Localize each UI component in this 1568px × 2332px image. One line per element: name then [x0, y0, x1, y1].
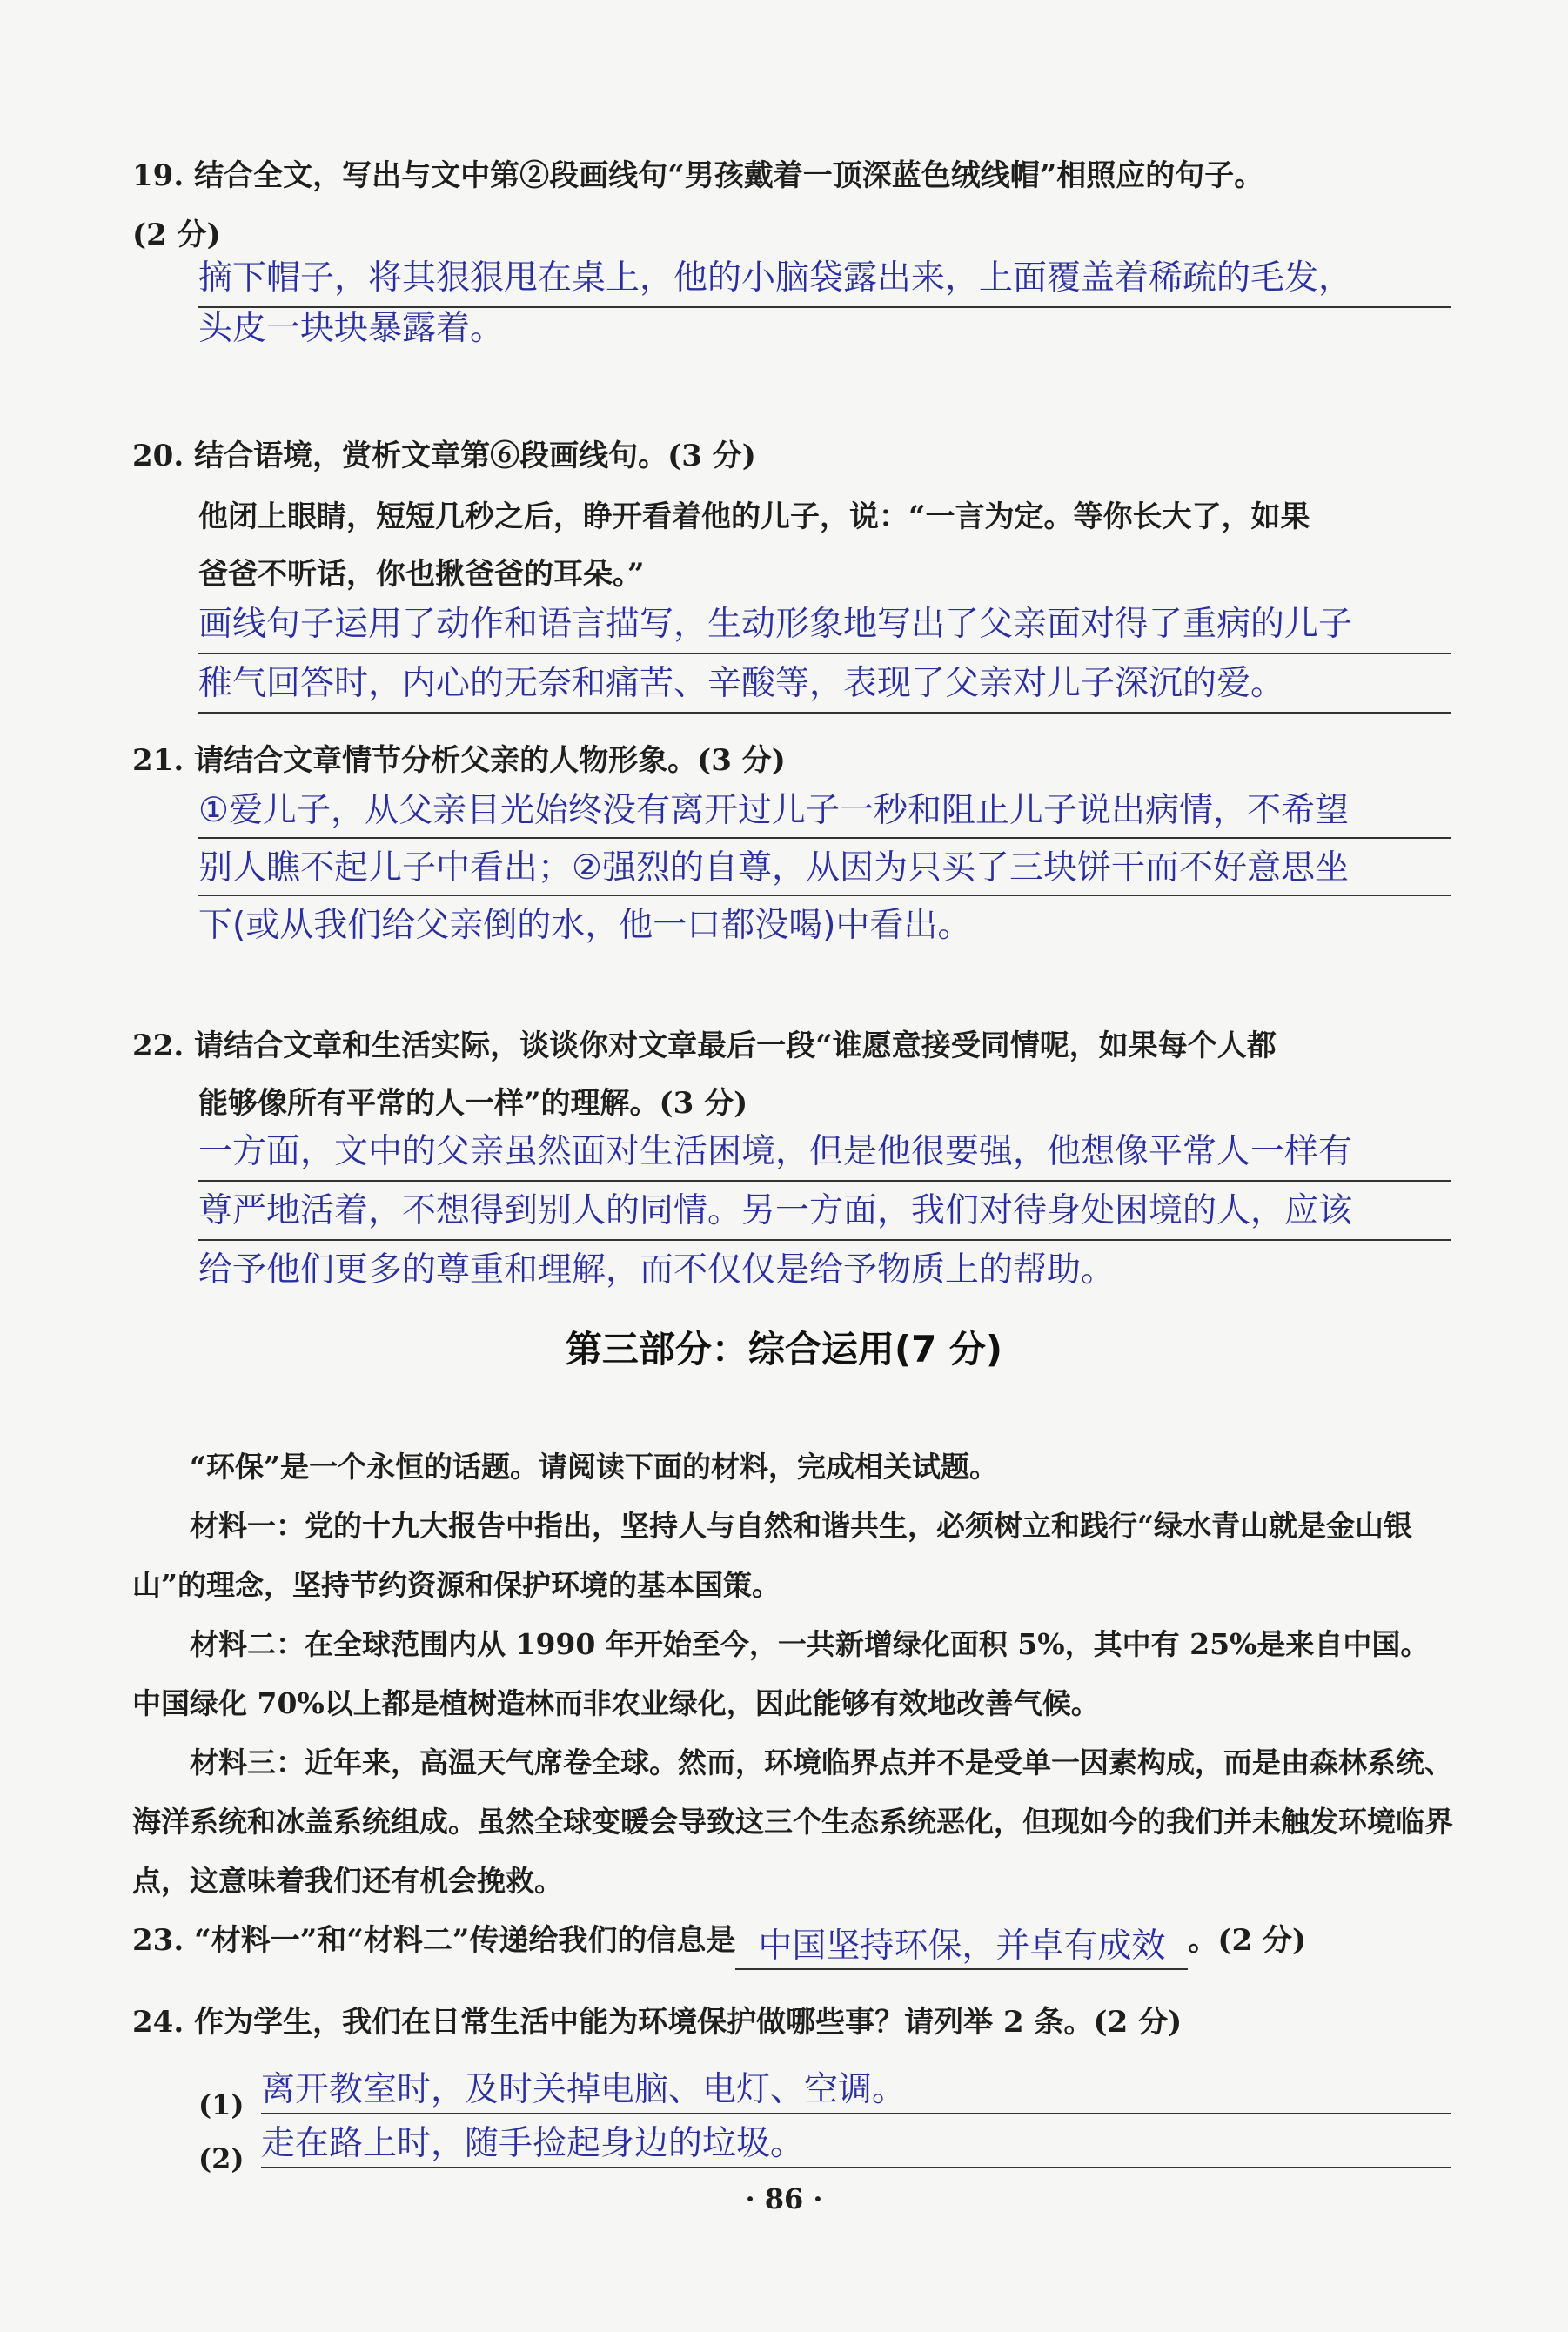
question-score: (2 分)	[132, 218, 221, 252]
section-title: 第三部分：综合运用(7 分)	[565, 1328, 1003, 1370]
question-23	[132, 1911, 1455, 1970]
answer-21-line-1: ①爱儿子，从父亲目光始终没有离开过儿子一秒和阻止儿子说出病情，不希望	[198, 791, 1349, 830]
answer-19-line-1: 摘下帽子，将其狠狠甩在桌上，他的小脑袋露出来，上面覆盖着稀疏的毛发，	[198, 258, 1353, 298]
question-number: 22.	[132, 1029, 184, 1063]
answer-line	[261, 2167, 1451, 2168]
item-label: (1)	[198, 2088, 245, 2121]
question-prompt: 结合全文，写出与文中第②段画线句“男孩戴着一顶深蓝色绒线帽”相照应的句子。	[194, 158, 1264, 193]
page-number: · 86 ·	[745, 2182, 823, 2215]
material-3: 材料三：近年来，高温天气席卷全球。然而，环境临界点并不是受单一因素构成，而是由森林系统、海洋系统和冰盖系统组成。虽然全球变暖会导致这三个生态系统恶化，但现如今的我们并未触发环境临界点，这意味着我们还有机会挽救。	[132, 1746, 1453, 1898]
answer-21-line-2: 别人瞧不起儿子中看出；②强烈的自尊，从因为只买了三块饼干而不好意思坐	[198, 848, 1349, 888]
item-answer: 离开教室时，及时关掉电脑、电灯、空调。	[261, 2070, 907, 2109]
answer-20-line-2: 稚气回答时，内心的无奈和痛苦、辛酸等，表现了父亲对儿子深沉的爱。	[198, 664, 1285, 703]
question-prompt: 结合语境，赏析文章第⑥段画线句。(3 分)	[194, 439, 756, 473]
intro-paragraph: “环保”是一个永恒的话题。请阅读下面的材料，完成相关试题。	[190, 1450, 998, 1484]
question-prompt-line-2: 能够像所有平常的人一样”的理解。(3 分)	[198, 1086, 748, 1121]
question-number: 19.	[132, 158, 184, 193]
item-answer: 走在路上时，随手捡起身边的垃圾。	[261, 2124, 805, 2163]
question-19	[132, 146, 1455, 265]
answer-22-line-3: 给予他们更多的尊重和理解，而不仅仅是给予物质上的帮助。	[198, 1250, 1116, 1290]
answer-22-line-1: 一方面，文中的父亲虽然面对生活困境，但是他很要强，他想像平常人一样有	[198, 1132, 1353, 1171]
question-number: 23.	[132, 1923, 184, 1958]
answer-23-blank[interactable]: 中国坚持环保，并卓有成效	[735, 1925, 1188, 1970]
question-22	[132, 1016, 1455, 1076]
answer-line	[198, 712, 1451, 714]
question-prompt: “材料一”和“材料二”传递给我们的信息是	[194, 1923, 736, 1958]
question-prompt-line-1: 请结合文章和生活实际，谈谈你对文章最后一段“谁愿意接受同情呢，如果每个人都	[194, 1029, 1277, 1063]
question-number: 24.	[132, 2005, 184, 2040]
quote-line-1: 他闭上眼睛，短短几秒之后，睁开看着他的儿子，说：“一言为定。等你长大了，如果	[198, 499, 1310, 534]
question-number: 21.	[132, 743, 184, 778]
question-prompt: 作为学生，我们在日常生活中能为环境保护做哪些事？请列举 2 条。(2 分)	[194, 2005, 1183, 2040]
item-label: (2)	[198, 2142, 245, 2175]
answer-21-line-3: 下(或从我们给父亲倒的水，他一口都没喝)中看出。	[198, 906, 972, 945]
material-2: 材料二：在全球范围内从 1990 年开始至今，一共新增绿化面积 5%，其中有 25%是来自中国。中国绿化 70%以上都是植树造林而非农业绿化，因此能够有效地改善气候。	[132, 1627, 1430, 1720]
answer-20-line-1: 画线句子运用了动作和语言描写，生动形象地写出了父亲面对得了重病的儿子	[198, 605, 1353, 644]
question-prompt: 请结合文章情节分析父亲的人物形象。(3 分)	[194, 743, 786, 778]
quote-line-2: 爸爸不听话，你也揪爸爸的耳朵。”	[198, 557, 645, 592]
question-number: 20.	[132, 439, 184, 473]
answer-19-line-2: 头皮一块块暴露着。	[198, 309, 505, 348]
material-1: 材料一：党的十九大报告中指出，坚持人与自然和谐共生，必须树立和践行“绿水青山就是金山银山”的理念，坚持节约资源和保护环境的基本国策。	[132, 1509, 1412, 1602]
question-20	[132, 426, 1455, 486]
question-score: 。(2 分)	[1188, 1923, 1307, 1958]
answer-22-line-2: 尊严地活着，不想得到别人的同情。另一方面，我们对待身处困境的人，应该	[198, 1191, 1353, 1230]
answer-line	[261, 2113, 1451, 2114]
question-24	[132, 1993, 1455, 2052]
